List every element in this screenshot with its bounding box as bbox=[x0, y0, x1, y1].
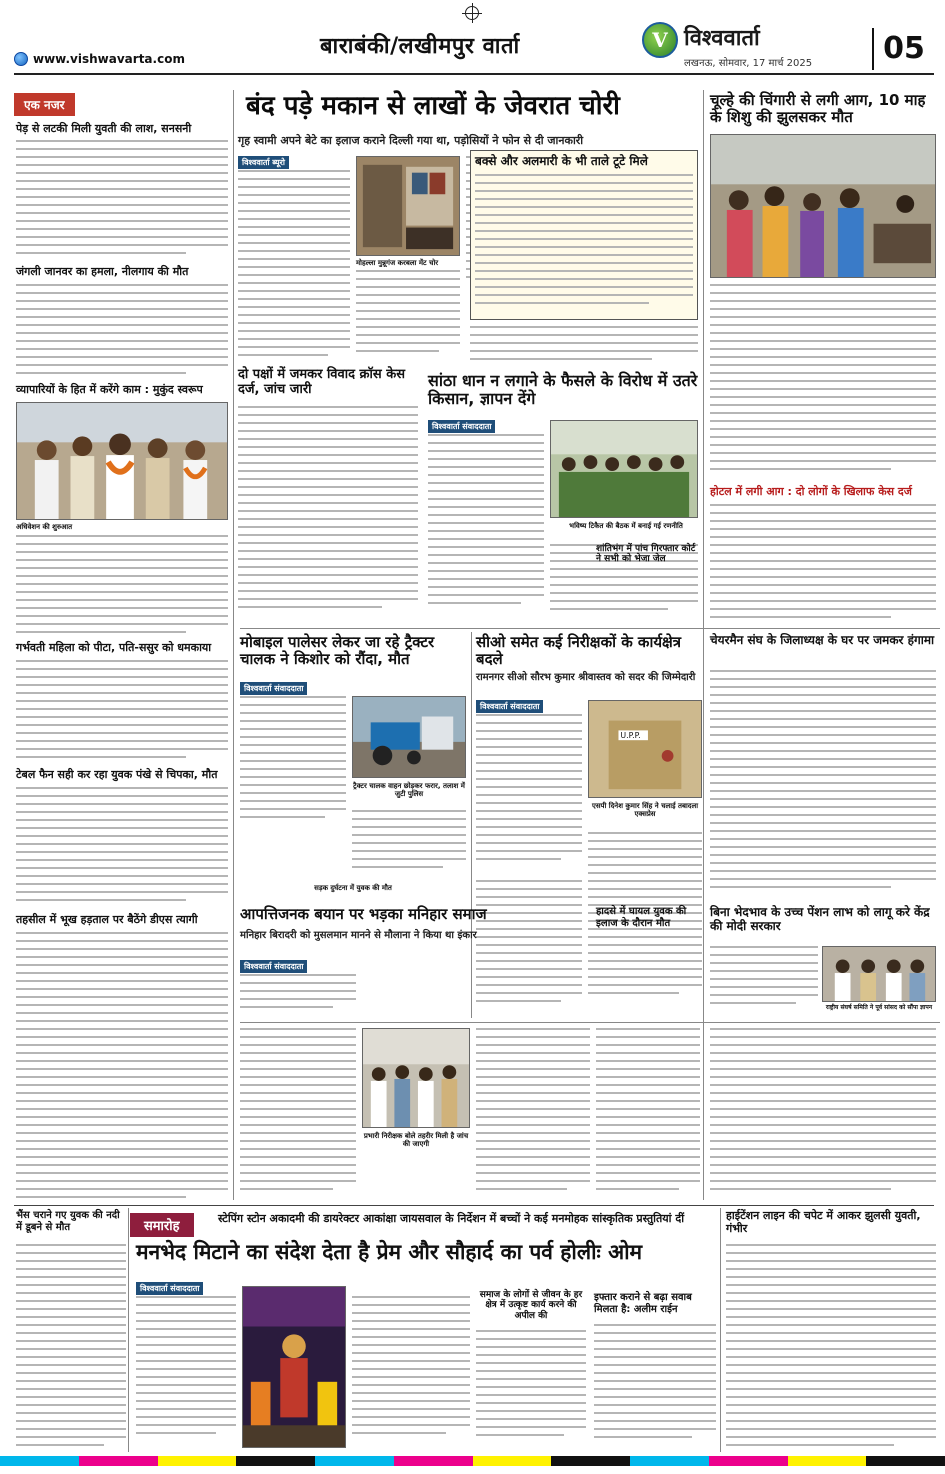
tractor-headline: मोबाइल पालेसर लेकर जा रहे ट्रैक्टर चालक ने किशोर को रौंदा, मौत bbox=[240, 633, 435, 669]
dispute-headline: दो पक्षों में जमकर विवाद क्रॉस केस दर्ज, जांच जारी bbox=[238, 367, 405, 397]
svg-text:U.P.P.: U.P.P. bbox=[620, 731, 641, 741]
pension-headline: बिना भेदभाव के उच्च पेंशन लाभ को लागू करे केंद्र की मोदी सरकार bbox=[710, 905, 930, 933]
photo-caption: प्रभारी निरीक्षक बोले तहरीर मिली है जांच की जाएगी bbox=[363, 1132, 469, 1149]
article-body bbox=[240, 1028, 356, 1200]
article-body bbox=[16, 660, 228, 762]
hotel-fire-headline: होटल में लगी आग : दो लोगों के खिलाफ केस दर्ज bbox=[710, 485, 912, 498]
article-body bbox=[240, 696, 346, 826]
iftar-headline: इफ्तार कराने से बढ़ा सवाब मिलता है: अलीम राईन bbox=[594, 1292, 692, 1315]
article-body bbox=[16, 932, 228, 1200]
column-rule bbox=[703, 90, 704, 1200]
brief-headline: व्यापारियों के हित में करेंगे काम : मुकुंद स्वरूप bbox=[16, 383, 203, 396]
byline: विश्ववार्ता संवाददाता bbox=[240, 682, 307, 695]
hightension-headline: हाईटेंशन लाइन की चपेट में आकर झुलसी युवती, गंभीर bbox=[726, 1209, 921, 1235]
burglary-photo bbox=[356, 156, 460, 256]
article-body bbox=[428, 434, 544, 622]
lead-subhead: गृह स्वामी अपने बेटे का इलाज कराने दिल्ली गया था, पड़ोसियों ने फोन से दी जानकारी bbox=[238, 134, 584, 147]
photo-caption: अधिवेशन की शुरुआत bbox=[16, 523, 73, 531]
masthead bbox=[0, 0, 945, 88]
brief-headline: गर्भवती महिला को पीटा, पति-ससुर को धमकाया bbox=[16, 641, 212, 654]
article-body bbox=[352, 1296, 470, 1448]
page-number: 05 bbox=[872, 28, 934, 70]
byline: विश्ववार्ता संवाददाता bbox=[240, 960, 307, 973]
column-rule bbox=[233, 90, 234, 1200]
brief-headline: पेड़ से लटकी मिली युवती की लाश, सनसनी bbox=[16, 122, 192, 135]
article-body bbox=[710, 670, 936, 900]
article-body bbox=[476, 714, 582, 874]
article-body bbox=[476, 880, 582, 1012]
article-body bbox=[356, 270, 460, 360]
globe-icon bbox=[14, 52, 28, 66]
article-body bbox=[240, 974, 356, 1018]
ek-nazar-kicker: एक नजर bbox=[14, 93, 75, 116]
article-body bbox=[710, 504, 936, 624]
masthead-rule bbox=[14, 73, 934, 75]
fire-headline: चूल्हे की चिंगारी से लगी आग, 10 माह के शिशु की झुलसकर मौत bbox=[710, 91, 926, 127]
farmers-headline: सांठा धान न लगाने के फैसले के विरोध में उतरे किसान, ज्ञापन देंगे bbox=[428, 371, 698, 409]
fire-victims-photo bbox=[710, 134, 936, 278]
article-body bbox=[16, 284, 228, 378]
accident-headline: हादसे में घायल युवक की इलाज के दौरान मौत bbox=[596, 906, 687, 929]
holi-headline: मनभेद मिटाने का संदेश देता है प्रेम और सौहार्द का पर्व होलीः ओम bbox=[136, 1240, 643, 1264]
article-body bbox=[710, 946, 818, 1016]
objection-subhead: मनिहार बिरादरी को मुसलमान मानने से मौलाना ने किया था इंकार bbox=[240, 930, 477, 941]
website-row bbox=[14, 52, 185, 66]
stage-performance-photo bbox=[242, 1286, 346, 1448]
newspaper-name: विश्ववार्ता bbox=[684, 26, 760, 51]
article-body bbox=[16, 535, 228, 635]
column-rule bbox=[720, 1208, 721, 1452]
registration-mark-icon bbox=[465, 6, 479, 20]
river-headline: भैंस चराने गए युवक की नदी में डूबने से मौत bbox=[16, 1210, 120, 1233]
manihar-protest-photo bbox=[362, 1028, 470, 1128]
article-body bbox=[476, 1330, 586, 1448]
article-body bbox=[470, 326, 698, 362]
column-rule bbox=[471, 632, 472, 1018]
article-body bbox=[476, 1028, 590, 1200]
article-body bbox=[238, 406, 418, 622]
objection-headline: आपत्तिजनक बयान पर भड़का मनिहार समाज bbox=[240, 905, 487, 923]
co-transfer-subhead: रामनगर सीओ सौरभ कुमार श्रीवास्तव को सदर की जिम्मेदारी bbox=[476, 672, 696, 683]
website-link[interactable]: www.vishwavarta.com bbox=[33, 52, 185, 66]
article-body bbox=[16, 1244, 126, 1448]
article-body bbox=[238, 170, 350, 360]
tractor-photo bbox=[352, 696, 466, 778]
article-body bbox=[594, 1324, 716, 1448]
memorandum-photo bbox=[822, 946, 936, 1002]
section-rule bbox=[14, 1205, 934, 1206]
byline: विश्ववार्ता ब्यूरो bbox=[238, 156, 289, 169]
farmers-meeting-photo bbox=[550, 420, 698, 518]
article-body bbox=[16, 140, 228, 260]
brief-headline: टेबल फैन सही कर रहा युवक पंखे से चिपका, मौत bbox=[16, 768, 218, 781]
program-headline: स्टेपिंग स्टोन अकादमी की डायरेक्टर आकांक्षा जायसवाल के निर्देशन में बच्चों ने कई मनमोहक सांस्कृतिक प्रस्तुतियां दीं bbox=[218, 1212, 685, 1225]
samaroh-tag: समारोह bbox=[130, 1213, 194, 1237]
photo-caption: मोहल्ला मुन्नूगंज करबला मेंट चोर bbox=[356, 259, 439, 267]
article-body bbox=[475, 174, 693, 314]
vishwavarta-logo-icon: V bbox=[642, 22, 678, 58]
brief-headline: जंगली जानवर का हमला, नीलगाय की मौत bbox=[16, 265, 189, 278]
article-body bbox=[710, 1028, 936, 1200]
section-rule bbox=[240, 1022, 940, 1023]
article-body bbox=[596, 1028, 700, 1200]
article-body bbox=[726, 1244, 936, 1448]
article-body bbox=[136, 1296, 236, 1448]
article-body bbox=[710, 284, 936, 480]
photo-caption: भविष्य टिकैत की बैठक में बनाई गई रणनीति bbox=[569, 522, 683, 530]
byline: विश्ववार्ता संवाददाता bbox=[428, 420, 495, 433]
lead-sidebar-box bbox=[470, 150, 698, 320]
byline: विश्ववार्ता संवाददाता bbox=[136, 1282, 203, 1295]
photo-caption: राष्ट्रीय संघर्ष समिति ने पूर्व सांसद को सौंपा ज्ञापन bbox=[825, 1004, 933, 1011]
lead-headline: बंद पड़े मकान से लाखों के जेवरात चोरी bbox=[246, 91, 620, 121]
brief-headline: तहसील में भूख हड़ताल पर बैठेंगे डीएस त्यागी bbox=[16, 913, 198, 926]
photo-caption: ट्रैक्टर चालक वाहन छोड़कर फरार, तलाश में जुटी पुलिस bbox=[353, 782, 465, 799]
section-title: बाराबंकी/लखीमपुर वार्ता bbox=[320, 34, 520, 59]
co-transfer-headline: सीओ समेत कई निरीक्षकों के कार्यक्षेत्र बदले bbox=[476, 633, 682, 669]
police-officer-photo bbox=[588, 700, 702, 798]
article-body bbox=[16, 787, 228, 909]
byline: विश्ववार्ता संवाददाता bbox=[476, 700, 543, 713]
print-color-strip bbox=[0, 1456, 945, 1466]
column-rule bbox=[128, 1208, 129, 1452]
article-body bbox=[352, 810, 466, 880]
holi-quote: समाज के लोगों से जीवन के हर क्षेत्र में उत्कृष्ट कार्य करने की अपील की bbox=[479, 1290, 583, 1321]
peace-breach-headline: शांतिभंग में पांच गिरफ्तार कोर्ट ने सभी को भेजा जेल bbox=[596, 544, 696, 565]
photo-caption: सड़क दुर्घटना में युवक की मौत bbox=[314, 884, 392, 892]
chairman-headline: चेयरमैन संघ के जिलाध्यक्ष के घर पर जमकर हंगामा bbox=[710, 633, 935, 647]
section-rule bbox=[240, 628, 940, 629]
dateline: लखनऊ, सोमवार, 17 मार्च 2025 bbox=[684, 58, 813, 69]
photo-caption: एसपी दिनेश कुमार सिंह ने चलाई तबादला एक्सप्रेस bbox=[591, 802, 699, 819]
box-headline: बक्से और अलमारी के भी ताले टूटे मिले bbox=[475, 154, 648, 168]
traders-meeting-photo bbox=[16, 402, 228, 520]
